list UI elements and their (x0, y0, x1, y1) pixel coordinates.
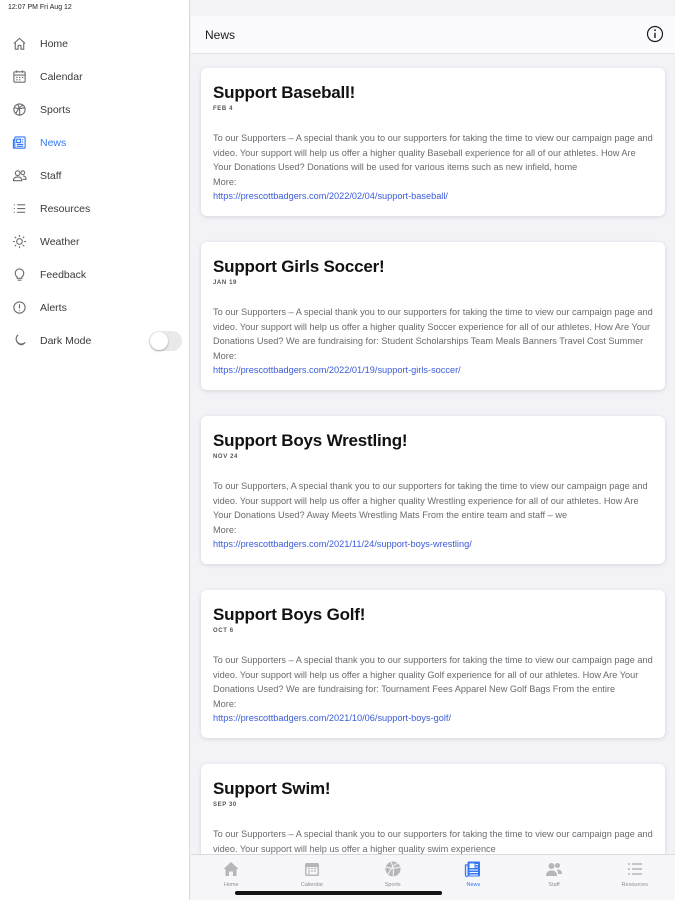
page-title: News (205, 28, 236, 42)
calendar-icon (11, 69, 27, 85)
tab-staff[interactable] (514, 855, 595, 900)
tab-news[interactable] (433, 855, 514, 900)
sidebar-item-label: Calendar (40, 70, 83, 83)
news-date: JAN 19 (213, 280, 237, 286)
news-title: Support Girls Soccer! (213, 257, 385, 276)
info-icon[interactable] (646, 25, 664, 43)
sidebar-item-label: Resources (40, 202, 91, 215)
news-card[interactable] (201, 764, 665, 854)
news-more-label: More: (213, 698, 237, 709)
alert-icon (11, 300, 27, 316)
tab-label: Calendar (300, 882, 324, 888)
news-link[interactable]: https://prescottbadgers.com/2021/11/24/support-boys-wrestling/ (213, 539, 472, 549)
lightbulb-icon (11, 267, 27, 283)
list-icon (11, 201, 27, 217)
sidebar-item-label: Sports (40, 103, 71, 116)
dark-mode-toggle[interactable] (149, 331, 182, 351)
sidebar-menu (0, 27, 190, 357)
toggle-knob (150, 332, 168, 350)
sidebar-item-alerts[interactable] (0, 291, 190, 324)
sidebar-item-news[interactable] (0, 126, 190, 159)
news-title: Support Baseball! (213, 83, 356, 102)
newspaper-icon (11, 135, 27, 151)
news-card[interactable] (201, 242, 665, 390)
sports-ball-icon (11, 102, 27, 118)
tab-resources[interactable] (594, 855, 675, 900)
sidebar-item-home[interactable] (0, 27, 190, 60)
tab-label: Sports (384, 882, 401, 888)
news-date: NOV 24 (213, 454, 238, 460)
news-link[interactable]: https://prescottbadgers.com/2022/01/19/support-girls-soccer/ (213, 365, 461, 375)
news-excerpt: To our Supporters – A special thank you to our supporters for taking the time to view our campaign page and video. Your support will help us offer a higher quality Soccer experience for all of our athletes. How Are Your Donations Used? We are fundraising for: Student Scholarships Team Meals Banners Travel Cost Summer (213, 307, 653, 346)
news-excerpt: To our Supporters – A special thank you to our supporters for taking the time to view our campaign page and video. Your support will help us offer a higher quality Golf experience for all of our athletes. How Are Your Donations Used? We are fundraising for: Tournament Fees Apparel New Golf Bags From the entire (213, 655, 653, 694)
sidebar-item-calendar[interactable] (0, 60, 190, 93)
sidebar-item-label: News (40, 136, 67, 149)
tab-label: Resources (621, 882, 648, 888)
news-excerpt: To our Supporters – A special thank you to our supporters for taking the time to view our campaign page and video. Your support will help us offer a higher quality Baseball experience for all of our athletes. How Are Your Donations Used? Donations will be used for various items such as new infield, home (213, 133, 653, 172)
news-card[interactable] (201, 68, 665, 216)
moon-icon (11, 333, 27, 349)
list-icon (626, 860, 644, 878)
calendar-icon (303, 860, 321, 878)
main-content (191, 0, 675, 900)
tab-label: Home (224, 882, 239, 888)
sidebar-item-resources[interactable] (0, 192, 190, 225)
nav-bar (191, 16, 675, 54)
sidebar (0, 0, 190, 900)
people-icon (11, 168, 27, 184)
news-link[interactable]: https://prescottbadgers.com/2022/02/04/support-baseball/ (213, 191, 448, 201)
house-icon (11, 36, 27, 52)
news-link[interactable]: https://prescottbadgers.com/2021/10/06/support-boys-golf/ (213, 713, 451, 723)
status-time: 12:07 PM Fri Aug 12 (8, 4, 72, 11)
newspaper-icon (464, 860, 482, 878)
news-date: OCT 6 (213, 628, 234, 634)
sports-ball-icon (384, 860, 402, 878)
news-feed[interactable] (191, 54, 675, 854)
news-title: Support Boys Wrestling! (213, 431, 408, 450)
news-date: FEB 4 (213, 106, 234, 112)
news-excerpt: To our Supporters, A special thank you to our supporters for taking the time to view our campaign page and video. Your support will help us offer a higher quality Wrestling experience for all of our athletes. How Are Your Donations Used? Away Meets Wrestling Mats From the entire team and staff – we (213, 481, 648, 520)
tab-label: Staff (548, 882, 560, 888)
tab-label: News (466, 882, 481, 888)
house-icon (222, 860, 240, 878)
news-card[interactable] (201, 416, 665, 564)
news-card[interactable] (201, 590, 665, 738)
news-more-label: More: (213, 524, 237, 535)
sidebar-item-weather[interactable] (0, 225, 190, 258)
sidebar-item-feedback[interactable] (0, 258, 190, 291)
sidebar-item-label: Feedback (40, 268, 87, 281)
people-icon (545, 860, 563, 878)
news-title: Support Boys Golf! (213, 605, 366, 624)
sidebar-item-label: Alerts (40, 301, 67, 314)
sidebar-item-label: Dark Mode (40, 334, 92, 347)
home-indicator[interactable] (235, 891, 442, 895)
news-title: Support Swim! (213, 779, 331, 798)
news-date: SEP 30 (213, 802, 237, 808)
sun-icon (11, 234, 27, 250)
sidebar-item-staff[interactable] (0, 159, 190, 192)
sidebar-item-label: Home (40, 37, 69, 50)
sidebar-item-label: Weather (40, 235, 80, 248)
news-more-label: More: (213, 350, 237, 361)
sidebar-item-label: Staff (40, 169, 62, 182)
sidebar-item-sports[interactable] (0, 93, 190, 126)
news-more-label: More: (213, 176, 237, 187)
sidebar-item-dark-mode (0, 324, 190, 357)
news-excerpt: To our Supporters – A special thank you to our supporters for taking the time to view our campaign page and video. Your support will help us offer a higher quality swim experience (213, 829, 653, 854)
